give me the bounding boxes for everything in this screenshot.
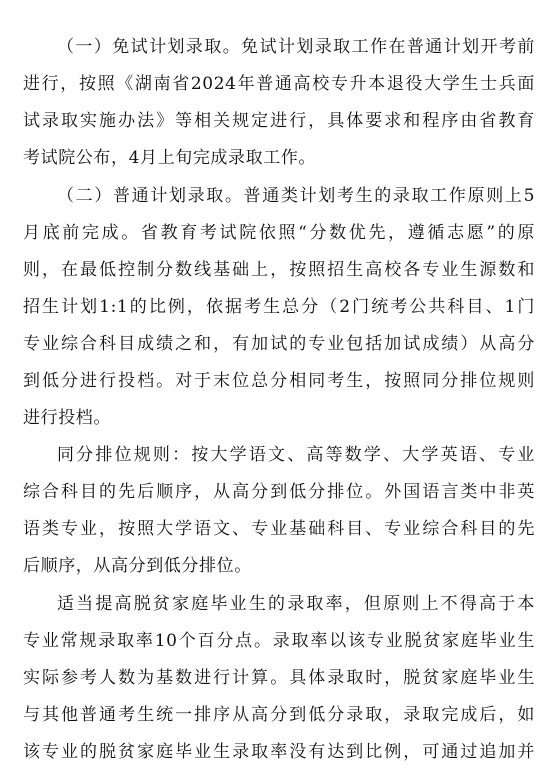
paragraph-4-line-3: 实际参考人数为基数进行计算。具体录取时，脱贫家庭毕业生 [23,668,535,688]
paragraph-2-line-2: 月底前完成。省教育考试院依照“分数优先，遵循志愿”的原 [23,223,535,243]
paragraph-3-line-1: 同分排位规则：按大学语文、高等数学、大学英语、专业 [57,445,535,465]
paragraph-3-line-4: 后顺序，从高分到低分排位。 [23,556,252,576]
paragraph-3-line-3: 语类专业，按照大学语文、专业基础科目、专业综合科目的先 [23,519,535,539]
paragraph-1-line-1: （一）免试计划录取。免试计划录取工作在普通计划开考前 [57,37,535,57]
paragraph-2-line-6: 到低分进行投档。对于末位总分相同考生，按照同分排位规则 [23,371,535,391]
paragraph-4-line-2: 专业常规录取率10个百分点。录取率以该专业脱贫家庭毕业生 [23,631,535,651]
paragraph-4-line-5: 该专业的脱贫家庭毕业生录取率没有达到比例，可通过追加并 [23,742,535,762]
paragraph-4-line-4: 与其他普通考生统一排序从高分到低分录取，录取完成后，如 [23,705,535,725]
paragraph-1-line-3: 试录取实施办法》等相关规定进行，具体要求和程序由省教育 [23,111,535,131]
paragraph-2-line-5: 专业综合科目成绩之和，有加试的专业包括加试成绩）从高分 [23,334,535,354]
paragraph-2-line-4: 招生计划1:1的比例，依据考生总分（2门统考公共科目、1门 [23,297,535,317]
paragraph-2-line-7: 进行投档。 [23,408,111,428]
paragraph-2-line-3: 则，在最低控制分数线基础上，按照招生高校各专业生源数和 [23,260,535,280]
paragraph-2-line-1: （二）普通计划录取。普通类计划考生的录取工作原则上5 [57,186,535,206]
paragraph-1-line-4: 考试院公布，4月上旬完成录取工作。 [23,148,317,168]
paragraph-4-line-1: 适当提高脱贫家庭毕业生的录取率，但原则上不得高于本 [57,594,535,614]
paragraph-3-line-2: 综合科目的先后顺序，从高分到低分排位。外国语言类中非英 [23,482,535,502]
paragraph-1-line-2: 进行，按照《湖南省2024年普通高校专升本退役大学生士兵面 [23,74,535,94]
